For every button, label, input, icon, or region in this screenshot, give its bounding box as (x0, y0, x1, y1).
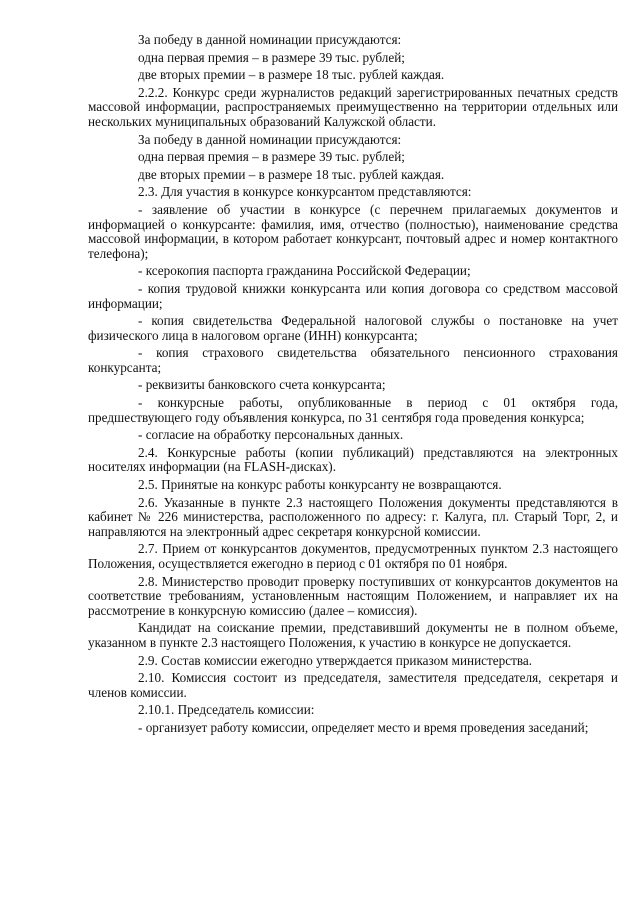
paragraph-2-8: 2.8. Министерство проводит проверку поступивших от конкурсантов документов на соответствие требованиям, установленным настоящим Положением, и направляет их на рассмотрение в конкурсную комиссию (далее – комиссия). (88, 573, 618, 618)
paragraph-2-2-2: 2.2.2. Конкурс среди журналистов редакций зарегистрированных печатных средств массовой информации, распространяемых преимущественно на территории отдельных или нескольких муниципальных образований Калужской области. (88, 84, 618, 129)
list-item-consent: - согласие на обработку персональных данных. (138, 427, 404, 443)
paragraph-second-prizes-1: две вторых премии – в размере 18 тыс. рублей каждая. (138, 67, 445, 83)
paragraph-award-intro-2: За победу в данной номинации присуждаются: (138, 131, 402, 147)
list-item-competition-works: - конкурсные работы, опубликованные в период с 01 октября года, предшествующего году объявления конкурса, по 31 сентября года проведения конкурса; (88, 395, 618, 425)
paragraph-2-10-1: 2.10.1. Председатель комиссии: (138, 702, 315, 718)
paragraph-2-3: 2.3. Для участия в конкурсе конкурсантом представляются: (138, 184, 472, 200)
list-item-application: - заявление об участии в конкурсе (с перечнем прилагаемых документов и информацией о конкурсанте: фамилия, имя, отчество (полностью), наименование средства массовой информации, в котором работает конкурсант, почтовый адрес и номер контактного телефона); (88, 201, 618, 261)
list-item-passport: - ксерокопия паспорта гражданина Российской Федерации; (138, 263, 471, 279)
paragraph-2-7: 2.7. Прием от конкурсантов документов, предусмотренных пунктом 2.3 настоящего Положения, осуществляется ежегодно в период с 01 октября по 01 ноября. (88, 541, 618, 571)
paragraph-2-9: 2.9. Состав комиссии ежегодно утверждается приказом министерства. (138, 652, 533, 668)
paragraph-2-5: 2.5. Принятые на конкурс работы конкурсанту не возвращаются. (138, 477, 502, 493)
paragraph-first-prize-2: одна первая премия – в размере 39 тыс. рублей; (138, 149, 405, 165)
paragraph-first-prize-1: одна первая премия – в размере 39 тыс. рублей; (138, 49, 405, 65)
paragraph-2-4: 2.4. Конкурсные работы (копии публикаций) представляются на электронных носителях информации (на FLASH-дисках). (88, 444, 618, 475)
paragraph-2-10: 2.10. Комиссия состоит из председателя, заместителя председателя, секретаря и членов комиссии. (88, 670, 618, 700)
list-item-insurance-certificate: - копия страхового свидетельства обязательного пенсионного страхования конкурсанта; (88, 345, 618, 375)
list-item-bank-details: - реквизиты банковского счета конкурсанта; (138, 377, 386, 393)
paragraph-incomplete-documents: Кандидат на соискание премии, представивший документы не в полном объеме, указанном в пункте 2.3 настоящего Положения, к участию в конкурсе не допускается. (88, 620, 618, 650)
paragraph-2-6: 2.6. Указанные в пункте 2.3 настоящего Положения документы представляются в кабинет № 226 министерства, расположенного по адресу: г. Калуга, пл. Старый Торг, 2, и направляются на электронный адрес секретаря конкурсной комиссии. (88, 494, 618, 539)
paragraph-award-intro-1: За победу в данной номинации присуждаются: (138, 32, 402, 47)
list-item-tax-certificate: - копия свидетельства Федеральной налоговой службы о постановке на учет физического лица в налоговом органе (ИНН) конкурсанта; (88, 313, 618, 343)
paragraph-second-prizes-2: две вторых премии – в размере 18 тыс. рублей каждая. (138, 166, 445, 182)
list-item-work-record: - копия трудовой книжки конкурсанта или копия договора со средством массовой информации; (88, 280, 618, 311)
list-item-chairman-duties: - организует работу комиссии, определяет место и время проведения заседаний; (138, 719, 589, 735)
